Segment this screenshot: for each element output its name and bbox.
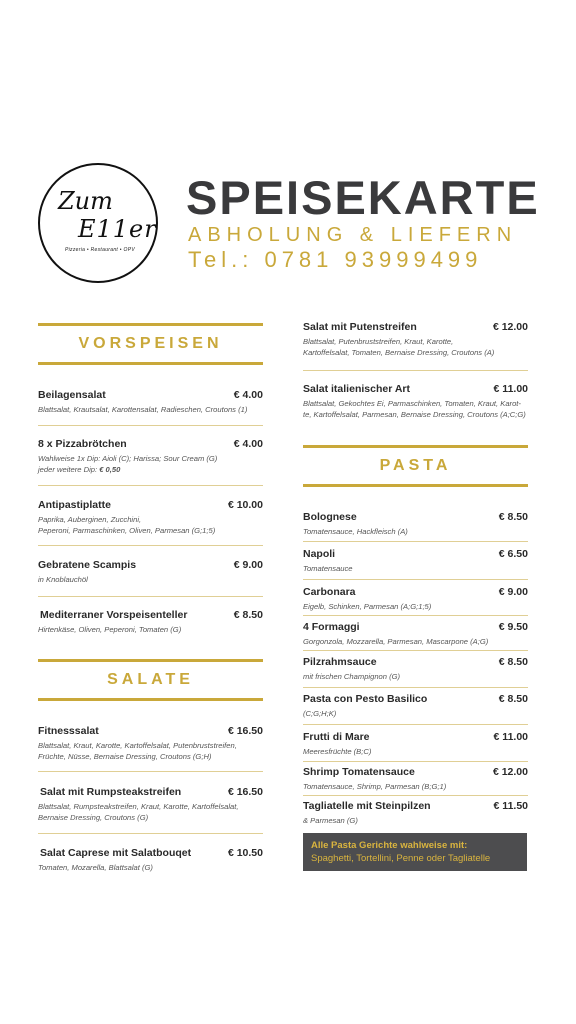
item-price: € 10.50 [227,847,263,859]
divider [38,596,263,597]
item-name: Pasta con Pesto Basilico [303,693,428,705]
item-description-2: Peperoni, Parmaschinken, Oliven, Parmesan (G;1;5) [38,526,216,535]
item-price: € 12.00 [492,766,528,778]
item-name: Gebratene Scampis [38,559,137,571]
item-description: Wahlweise 1x Dip: Aioli (C); Harissa; Sour Cream (G) [38,454,218,463]
item-description: Blattsalat, Gekochtes Ei, Parmaschinken, Tomaten, Kraut, Karot- [303,399,521,408]
item-name: 4 Formaggi [303,621,360,633]
pasta-note-box [303,833,527,871]
menu-item [303,511,528,537]
divider [303,370,528,371]
menu-item [38,609,263,635]
menu-item [303,656,528,682]
item-name: Fitnesssalat [38,725,99,737]
menu-item [38,499,263,536]
pasta-note-title: Alle Pasta Gerichte wahlweise mit: [311,840,468,851]
section-heading-salate: SALATE [38,659,263,701]
divider [303,687,528,688]
divider [303,650,528,651]
menu-item [303,383,528,420]
menu-item [303,693,528,719]
item-description: Tomatensauce, Hackfleisch (A) [303,527,408,536]
menu-item [303,586,528,612]
divider [303,761,528,762]
item-description: Blattsalat, Putenbruststreifen, Kraut, Karotte, [303,337,454,346]
phone-number: Tel.: 0781 93999499 [188,247,483,272]
divider [38,425,263,426]
item-price: € 8.50 [498,511,528,523]
item-name: Salat mit Rumpsteakstreifen [40,786,182,798]
divider [38,545,263,546]
item-description: & Parmesan (G) [303,816,358,825]
logo-text-elfer: E11er [78,215,157,243]
item-description: Eigelb, Schinken, Parmesan (A;G;1;5) [303,602,432,611]
menu-item [38,559,263,585]
pasta-note-text: Spaghetti, Tortellini, Penne oder Tagliatelle [311,853,491,864]
extra-text: jeder weitere Dip: [38,465,98,474]
item-price: € 16.50 [227,725,263,737]
item-price: € 6.50 [498,548,528,560]
item-description: Tomaten, Mozarella, Blattsalat (G) [38,863,153,872]
logo-text-zum: Zum [58,187,113,215]
item-price: € 12.00 [492,321,528,333]
item-description: mit frischen Champignon (G) [303,672,401,681]
menu-item [38,847,263,873]
page-title: SPEISEKARTE [186,171,540,224]
menu-item [303,766,528,792]
item-description-2: Früchte, Nüsse, Bernaise Dressing, Croutons (G;H) [38,752,212,761]
item-description: Blattsalat, Kraut, Karotte, Kartoffelsalat, Putenbruststreifen, [38,741,237,750]
item-price: € 16.50 [227,786,263,798]
item-price: € 8.50 [233,609,263,621]
item-name: Beilagensalat [38,389,106,401]
item-price: € 4.00 [233,438,263,450]
item-name: Mediterraner Vorspeisenteller [40,609,188,621]
item-price: € 11.00 [493,731,528,743]
item-description: in Knoblauchöl [38,575,88,584]
item-description: Paprika, Auberginen, Zucchini, [38,515,142,524]
item-description: Meeresfrüchte (B;C) [303,747,372,756]
menu-item [303,548,528,574]
item-description: Tomatensauce, Shrimp, Parmesan (B;G;1) [303,782,447,791]
section-heading-pasta: PASTA [303,445,528,487]
item-description: (C;G;H;K) [303,709,337,718]
menu-item [38,725,263,762]
item-price: € 4.00 [233,389,263,401]
menu-item [38,786,263,823]
item-name: Salat Caprese mit Salatbouqet [40,847,192,859]
item-name: Shrimp Tomatensauce [303,766,415,778]
divider [38,771,263,772]
item-price: € 9.00 [233,559,263,571]
menu-item [303,621,528,647]
item-name: Salat mit Putenstreifen [303,321,417,333]
page-subtitle: ABHOLUNG & LIEFERN [188,224,518,246]
item-description: Gorgonzola, Mozzarella, Parmesan, Mascarpone (A;G) [303,637,489,646]
item-price: € 8.50 [498,693,528,705]
divider [303,724,528,725]
divider [38,485,263,486]
item-description-2: Bernaise Dressing, Croutons (G) [38,813,149,822]
item-name: Carbonara [303,586,356,598]
divider [303,541,528,542]
menu-item [303,800,528,826]
item-price: € 10.00 [227,499,263,511]
section-heading-vorspeisen: VORSPEISEN [38,323,263,365]
divider [303,795,528,796]
item-description: Blattsalat, Krautsalat, Karottensalat, Radieschen, Croutons (1) [38,405,248,414]
item-name: Bolognese [303,511,357,523]
item-name: Frutti di Mare [303,731,370,743]
item-name: Napoli [303,548,336,560]
restaurant-logo [38,163,158,283]
item-description-2: Kartoffelsalat, Tomaten, Bernaise Dressing, Croutons (A) [303,348,495,357]
item-price: € 8.50 [498,656,528,668]
item-extra [38,464,263,475]
item-name: 8 x Pizzabrötchen [38,438,127,450]
menu-item [303,321,528,358]
item-description: Tomatensauce [303,564,353,573]
divider [38,833,263,834]
item-name: Antipastiplatte [38,499,111,511]
logo-tagline: Pizzeria • Restaurant • OPV [65,247,135,253]
item-price: € 9.50 [498,621,528,633]
menu-item [303,731,528,757]
item-price: € 11.50 [493,800,528,812]
divider [303,615,528,616]
menu-item [38,438,263,475]
item-name: Salat italienischer Art [303,383,410,395]
item-name: Pilzrahmsauce [303,656,377,668]
item-description-2: te, Kartoffelsalat, Parmesan, Bernaise Dressing, Croutons (A;C;G) [303,410,526,419]
item-price: € 9.00 [498,586,528,598]
menu-item [38,389,263,415]
divider [303,579,528,580]
item-description: Blattsalat, Rumpsteakstreifen, Kraut, Karotte, Kartoffelsalat, [38,802,239,811]
item-description: Hirtenkäse, Oliven, Peperoni, Tomaten (G) [38,625,182,634]
extra-price: € 0,50 [99,465,121,474]
item-price: € 11.00 [493,383,528,395]
item-name: Tagliatelle mit Steinpilzen [303,800,431,812]
